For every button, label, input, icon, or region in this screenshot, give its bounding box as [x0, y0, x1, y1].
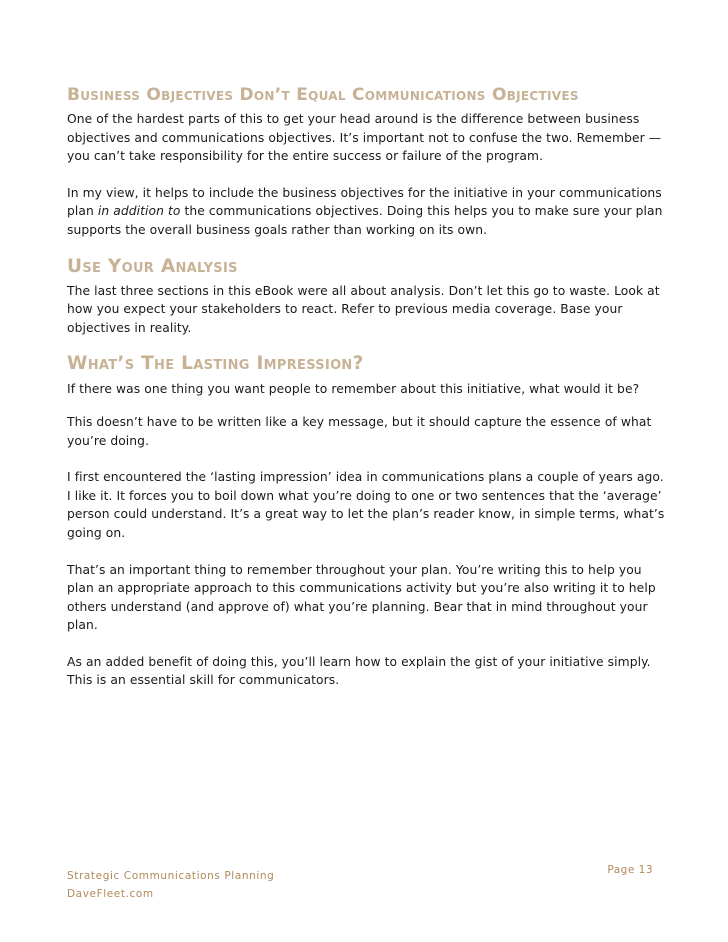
- footer: [67, 867, 274, 903]
- paragraph-text: In my view, it helps to include the business objectives for the initiative in your communications plan: [67, 185, 662, 219]
- section-heading: Use Your Analysis: [67, 255, 238, 277]
- body-paragraph: [67, 184, 667, 240]
- page-content: [67, 84, 667, 690]
- footer-site: DaveFleet.com: [67, 888, 154, 900]
- page-number: Page 13: [607, 864, 653, 876]
- section-heading: Business Objectives Don’t Equal Communications Objectives: [67, 85, 579, 105]
- section-heading: What’s The Lasting Impression?: [67, 353, 364, 375]
- body-paragraph: This doesn’t have to be written like a key message, but it should capture the essence of what you’re doing.: [67, 414, 652, 448]
- footer-title: Strategic Communications Planning: [67, 870, 275, 882]
- paragraph-text: the communications objectives. Doing this helps you to make sure your plan supports the overall business goals rather than working on its own.: [67, 204, 663, 237]
- body-paragraph: The last three sections in this eBook were all about analysis. Don’t let this go to waste. Look at how you expect your stakeholders to react. Refer to previous media coverage. Base your objectives in reality.: [67, 283, 660, 335]
- body-paragraph: That’s an important thing to remember throughout your plan. You’re writing this to help you plan an appropriate approach to this communications activity but you’re also writing it to help others understand (and approve of) what you’re planning. Bear that in mind throughout your plan.: [67, 562, 656, 633]
- emphasis-text: in addition to: [97, 204, 181, 219]
- body-paragraph: I first encountered the ‘lasting impression’ idea in communications plans a couple of years ago. I like it. It forces you to boil down what you’re doing to one or two sentences that the ‘average’ person could understand. It’s a great way to let the plan’s reader know, in simple terms, what’s going on.: [67, 470, 665, 540]
- body-paragraph: One of the hardest parts of this to get your head around is the difference between business objectives and communications objectives. It’s important not to confuse the two. Remember — you can’t take responsibility for the entire success or failure of the program.: [67, 112, 662, 164]
- body-paragraph: If there was one thing you want people to remember about this initiative, what would it be?: [67, 382, 640, 397]
- body-paragraph: As an added benefit of doing this, you’ll learn how to explain the gist of your initiative simply. This is an essential skill for communicators.: [67, 654, 651, 688]
